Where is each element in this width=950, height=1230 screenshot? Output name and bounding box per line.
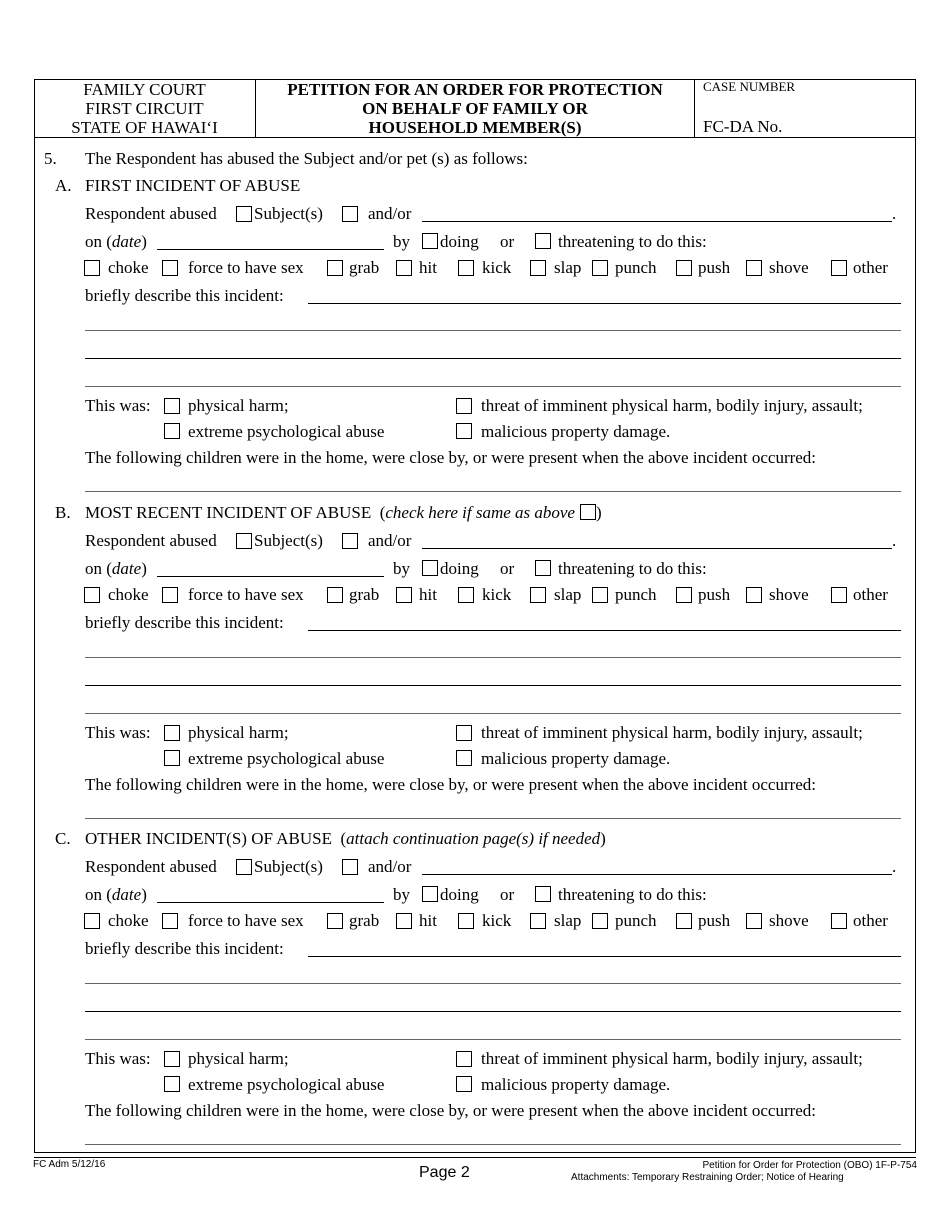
secc-other-person-checkbox[interactable] [342, 859, 358, 875]
seca-action-label-6: punch [615, 258, 657, 277]
secb-on-text: on ( [85, 559, 112, 578]
seca-describe-field-2[interactable] [85, 330, 901, 331]
secc-this-was-label: This was: [85, 1049, 151, 1068]
secc-action-label-2: grab [349, 911, 380, 930]
case-number-label: CASE NUMBER [703, 79, 796, 94]
item-number: 5. [44, 149, 57, 168]
secb-this-was-label: This was: [85, 723, 151, 742]
secb-psych-abuse-checkbox[interactable] [164, 750, 180, 766]
seca-other-person-checkbox[interactable] [342, 206, 358, 222]
secc-threat-checkbox[interactable] [456, 1051, 472, 1067]
seca-action-label-4: kick [482, 258, 512, 277]
secb-threatening-label: threatening to do this: [558, 559, 707, 578]
secc-action-checkbox-7[interactable] [676, 913, 692, 929]
secb-doing-label: doing [440, 559, 479, 578]
seca-physical-harm-checkbox[interactable] [164, 398, 180, 414]
seca-section-letter: A. [55, 176, 72, 195]
secb-action-label-4: kick [482, 585, 512, 604]
secb-property-damage-label: malicious property damage. [481, 749, 671, 768]
secc-psych-abuse-checkbox[interactable] [164, 1076, 180, 1092]
seca-date-field[interactable] [157, 249, 384, 250]
secc-doing-checkbox[interactable] [422, 886, 438, 902]
secb-action-label-9: other [853, 585, 888, 604]
secc-property-damage-checkbox[interactable] [456, 1076, 472, 1092]
seca-action-checkbox-8[interactable] [746, 260, 762, 276]
secb-action-label-3: hit [419, 585, 437, 604]
case-number-field[interactable]: FC-DA No. [703, 117, 783, 136]
secb-period-mark: . [892, 531, 897, 550]
seca-subjects-checkbox[interactable] [236, 206, 252, 222]
item-intro: The Respondent has abused the Subject and/or pet (s) as follows: [85, 149, 528, 168]
secb-action-checkbox-1[interactable] [162, 587, 178, 603]
seca-action-label-5: slap [554, 258, 582, 277]
secc-describe-field-1[interactable] [308, 956, 901, 957]
form-title [256, 79, 695, 137]
secc-action-label-4: kick [482, 911, 512, 930]
court-line-1: FAMILY COURT [83, 80, 206, 99]
case-number-box[interactable] [695, 79, 915, 136]
secc-action-checkbox-1[interactable] [162, 913, 178, 929]
seca-on-text: on ( [85, 232, 112, 251]
seca-respondent-abused-label: Respondent abused [85, 204, 217, 223]
secb-threat-label: threat of imminent physical harm, bodily injury, assault; [481, 723, 863, 742]
attachments-note: Attachments: Temporary Restraining Order; Notice of Hearing [571, 1172, 844, 1183]
secb-describe-field-4[interactable] [85, 713, 901, 714]
secb-date-label [85, 559, 147, 579]
secb-section-letter: B. [55, 503, 71, 522]
secb-doing-checkbox[interactable] [422, 560, 438, 576]
title-line-3: HOUSEHOLD MEMBER(S) [368, 118, 582, 137]
seca-spacer [300, 176, 309, 195]
secb-action-checkbox-7[interactable] [676, 587, 692, 603]
secb-describe-field-2[interactable] [85, 657, 901, 658]
secc-subjects-label: Subject(s) [254, 857, 323, 876]
seca-threat-label: threat of imminent physical harm, bodily injury, assault; [481, 396, 863, 415]
secb-physical-harm-label: physical harm; [188, 723, 289, 742]
seca-action-label-7: push [698, 258, 731, 277]
secc-describe-label: briefly describe this incident: [85, 939, 284, 958]
secb-action-label-0: choke [108, 585, 149, 604]
seca-doing-label: doing [440, 232, 479, 251]
secc-threatening-label: threatening to do this: [558, 885, 707, 904]
court-line-3: STATE OF HAWAI‘I [71, 118, 218, 137]
secc-property-damage-label: malicious property damage. [481, 1075, 671, 1094]
seca-date-label [85, 232, 147, 252]
seca-action-checkbox-7[interactable] [676, 260, 692, 276]
seca-doing-checkbox[interactable] [422, 233, 438, 249]
seca-action-label-8: shove [769, 258, 809, 277]
seca-subjects-label: Subject(s) [254, 204, 323, 223]
secc-psych-abuse-label: extreme psychological abuse [188, 1075, 385, 1094]
secb-subjects-checkbox[interactable] [236, 533, 252, 549]
secb-close-paren: ) [141, 559, 147, 578]
secc-action-label-8: shove [769, 911, 809, 930]
seca-describe-field-4[interactable] [85, 386, 901, 387]
secc-physical-harm-checkbox[interactable] [164, 1051, 180, 1067]
secc-section-note: attach continuation page(s) if needed [346, 829, 601, 848]
seca-action-label-9: other [853, 258, 888, 277]
secc-date-label [85, 885, 147, 905]
secc-action-checkbox-9[interactable] [831, 913, 847, 929]
seca-action-checkbox-3[interactable] [396, 260, 412, 276]
seca-property-damage-checkbox[interactable] [456, 423, 472, 439]
secb-date-text: date [111, 559, 142, 578]
secc-action-checkbox-4[interactable] [458, 913, 474, 929]
seca-psych-abuse-label: extreme psychological abuse [188, 422, 385, 441]
seca-describe-field-1[interactable] [308, 303, 901, 304]
seca-property-damage-label: malicious property damage. [481, 422, 671, 441]
secb-and-or-label: and/or [368, 531, 412, 550]
seca-or-label: or [500, 232, 515, 251]
secb-action-label-6: punch [615, 585, 657, 604]
seca-period-mark: . [892, 204, 897, 223]
seca-physical-harm-label: physical harm; [188, 396, 289, 415]
secc-action-checkbox-2[interactable] [327, 913, 343, 929]
secc-threatening-checkbox[interactable] [535, 886, 551, 902]
secc-doing-label: doing [440, 885, 479, 904]
secc-children-label: The following children were in the home, were close by, or were present when the above incident occurred: [85, 1101, 817, 1120]
secc-action-checkbox-5[interactable] [530, 913, 546, 929]
secb-children-field[interactable] [85, 818, 901, 819]
secb-describe-field-3[interactable] [85, 685, 901, 686]
secc-action-label-0: choke [108, 911, 149, 930]
secb-threat-checkbox[interactable] [456, 725, 472, 741]
seca-children-field[interactable] [85, 491, 901, 492]
secc-date-field[interactable] [157, 902, 384, 903]
secc-respondent-abused-label: Respondent abused [85, 857, 217, 876]
secb-section-note: check here if same as above [385, 503, 575, 522]
seca-section-title-row [85, 176, 309, 196]
secb-spacer [371, 503, 380, 522]
seca-threatening-label: threatening to do this: [558, 232, 707, 251]
secb-physical-harm-checkbox[interactable] [164, 725, 180, 741]
secc-action-label-3: hit [419, 911, 437, 930]
seca-action-checkbox-0[interactable] [84, 260, 100, 276]
secb-action-checkbox-4[interactable] [458, 587, 474, 603]
secc-action-checkbox-8[interactable] [746, 913, 762, 929]
seca-action-checkbox-6[interactable] [592, 260, 608, 276]
seca-and-or-label: and/or [368, 204, 412, 223]
secb-action-checkbox-8[interactable] [746, 587, 762, 603]
secc-physical-harm-label: physical harm; [188, 1049, 289, 1068]
title-line-1: PETITION FOR AN ORDER FOR PROTECTION [287, 80, 663, 99]
secb-action-label-7: push [698, 585, 731, 604]
secc-threat-label: threat of imminent physical harm, bodily injury, assault; [481, 1049, 863, 1068]
seca-children-label: The following children were in the home, were close by, or were present when the above incident occurred: [85, 448, 817, 467]
secb-psych-abuse-label: extreme psychological abuse [188, 749, 385, 768]
secc-note-open: ( [340, 829, 347, 848]
secb-describe-label: briefly describe this incident: [85, 613, 284, 632]
form-header [34, 79, 916, 138]
secc-and-or-label: and/or [368, 857, 412, 876]
seca-action-label-0: choke [108, 258, 149, 277]
secb-action-checkbox-9[interactable] [831, 587, 847, 603]
secb-same-as-above-checkbox[interactable] [580, 504, 596, 520]
secc-date-text: date [111, 885, 142, 904]
court-line-2: FIRST CIRCUIT [85, 99, 204, 118]
secc-by-label: by [393, 885, 410, 904]
secc-note-close: ) [600, 829, 606, 848]
secc-or-label: or [500, 885, 515, 904]
seca-action-checkbox-4[interactable] [458, 260, 474, 276]
secc-action-checkbox-0[interactable] [84, 913, 100, 929]
secc-section-letter: C. [55, 829, 71, 848]
secc-section-title-row [85, 829, 606, 849]
secb-note-open: ( [379, 503, 386, 522]
seca-abused-person-field[interactable] [422, 221, 892, 222]
secb-threatening-checkbox[interactable] [535, 560, 551, 576]
seca-action-label-1: force to have sex [188, 258, 304, 277]
form-date: FC Adm 5/12/16 [33, 1159, 106, 1170]
secb-action-checkbox-2[interactable] [327, 587, 343, 603]
secc-action-checkbox-3[interactable] [396, 913, 412, 929]
secc-describe-field-3[interactable] [85, 1011, 901, 1012]
seca-action-label-3: hit [419, 258, 437, 277]
seca-threatening-checkbox[interactable] [535, 233, 551, 249]
title-line-2: ON BEHALF OF FAMILY OR [362, 99, 588, 118]
secc-on-text: on ( [85, 885, 112, 904]
secc-action-label-9: other [853, 911, 888, 930]
secb-action-checkbox-5[interactable] [530, 587, 546, 603]
secb-respondent-abused-label: Respondent abused [85, 531, 217, 550]
secc-close-paren: ) [141, 885, 147, 904]
seca-date-text: date [111, 232, 142, 251]
secc-describe-field-4[interactable] [85, 1039, 901, 1040]
seca-action-checkbox-2[interactable] [327, 260, 343, 276]
secb-by-label: by [393, 559, 410, 578]
secb-date-field[interactable] [157, 576, 384, 577]
seca-section-title: FIRST INCIDENT OF ABUSE [85, 176, 301, 195]
secb-other-person-checkbox[interactable] [342, 533, 358, 549]
seca-describe-label: briefly describe this incident: [85, 286, 284, 305]
secb-describe-field-1[interactable] [308, 630, 901, 631]
secb-action-label-8: shove [769, 585, 809, 604]
seca-close-paren: ) [141, 232, 147, 251]
secc-section-title: OTHER INCIDENT(S) OF ABUSE [85, 829, 332, 848]
secb-children-label: The following children were in the home, were close by, or were present when the above incident occurred: [85, 775, 817, 794]
seca-action-checkbox-1[interactable] [162, 260, 178, 276]
seca-by-label: by [393, 232, 410, 251]
secc-describe-field-2[interactable] [85, 983, 901, 984]
secb-note-close: ) [595, 503, 602, 522]
seca-describe-field-3[interactable] [85, 358, 901, 359]
secc-action-checkbox-6[interactable] [592, 913, 608, 929]
secb-property-damage-checkbox[interactable] [456, 750, 472, 766]
secb-action-checkbox-3[interactable] [396, 587, 412, 603]
secc-action-label-7: push [698, 911, 731, 930]
footer-rule [34, 1157, 916, 1158]
page-number: Page 2 [419, 1164, 470, 1181]
secb-action-label-1: force to have sex [188, 585, 304, 604]
secb-section-title: MOST RECENT INCIDENT OF ABUSE [85, 503, 372, 522]
secc-action-label-6: punch [615, 911, 657, 930]
secb-abused-person-field[interactable] [422, 548, 892, 549]
secb-action-label-2: grab [349, 585, 380, 604]
form-name: Petition for Order for Protection (OBO) 1F-P-754 [702, 1160, 917, 1171]
secb-subjects-label: Subject(s) [254, 531, 323, 550]
seca-psych-abuse-checkbox[interactable] [164, 423, 180, 439]
secc-abused-person-field[interactable] [422, 874, 892, 875]
seca-threat-checkbox[interactable] [456, 398, 472, 414]
seca-this-was-label: This was: [85, 396, 151, 415]
secc-children-field[interactable] [85, 1144, 901, 1145]
secb-section-title-row [85, 503, 602, 523]
seca-action-checkbox-9[interactable] [831, 260, 847, 276]
secb-action-label-5: slap [554, 585, 582, 604]
seca-action-checkbox-5[interactable] [530, 260, 546, 276]
secc-action-label-5: slap [554, 911, 582, 930]
secc-action-label-1: force to have sex [188, 911, 304, 930]
court-name [34, 79, 256, 137]
secb-action-checkbox-0[interactable] [84, 587, 100, 603]
secb-or-label: or [500, 559, 515, 578]
seca-action-label-2: grab [349, 258, 380, 277]
secb-action-checkbox-6[interactable] [592, 587, 608, 603]
secc-period-mark: . [892, 857, 897, 876]
secc-subjects-checkbox[interactable] [236, 859, 252, 875]
